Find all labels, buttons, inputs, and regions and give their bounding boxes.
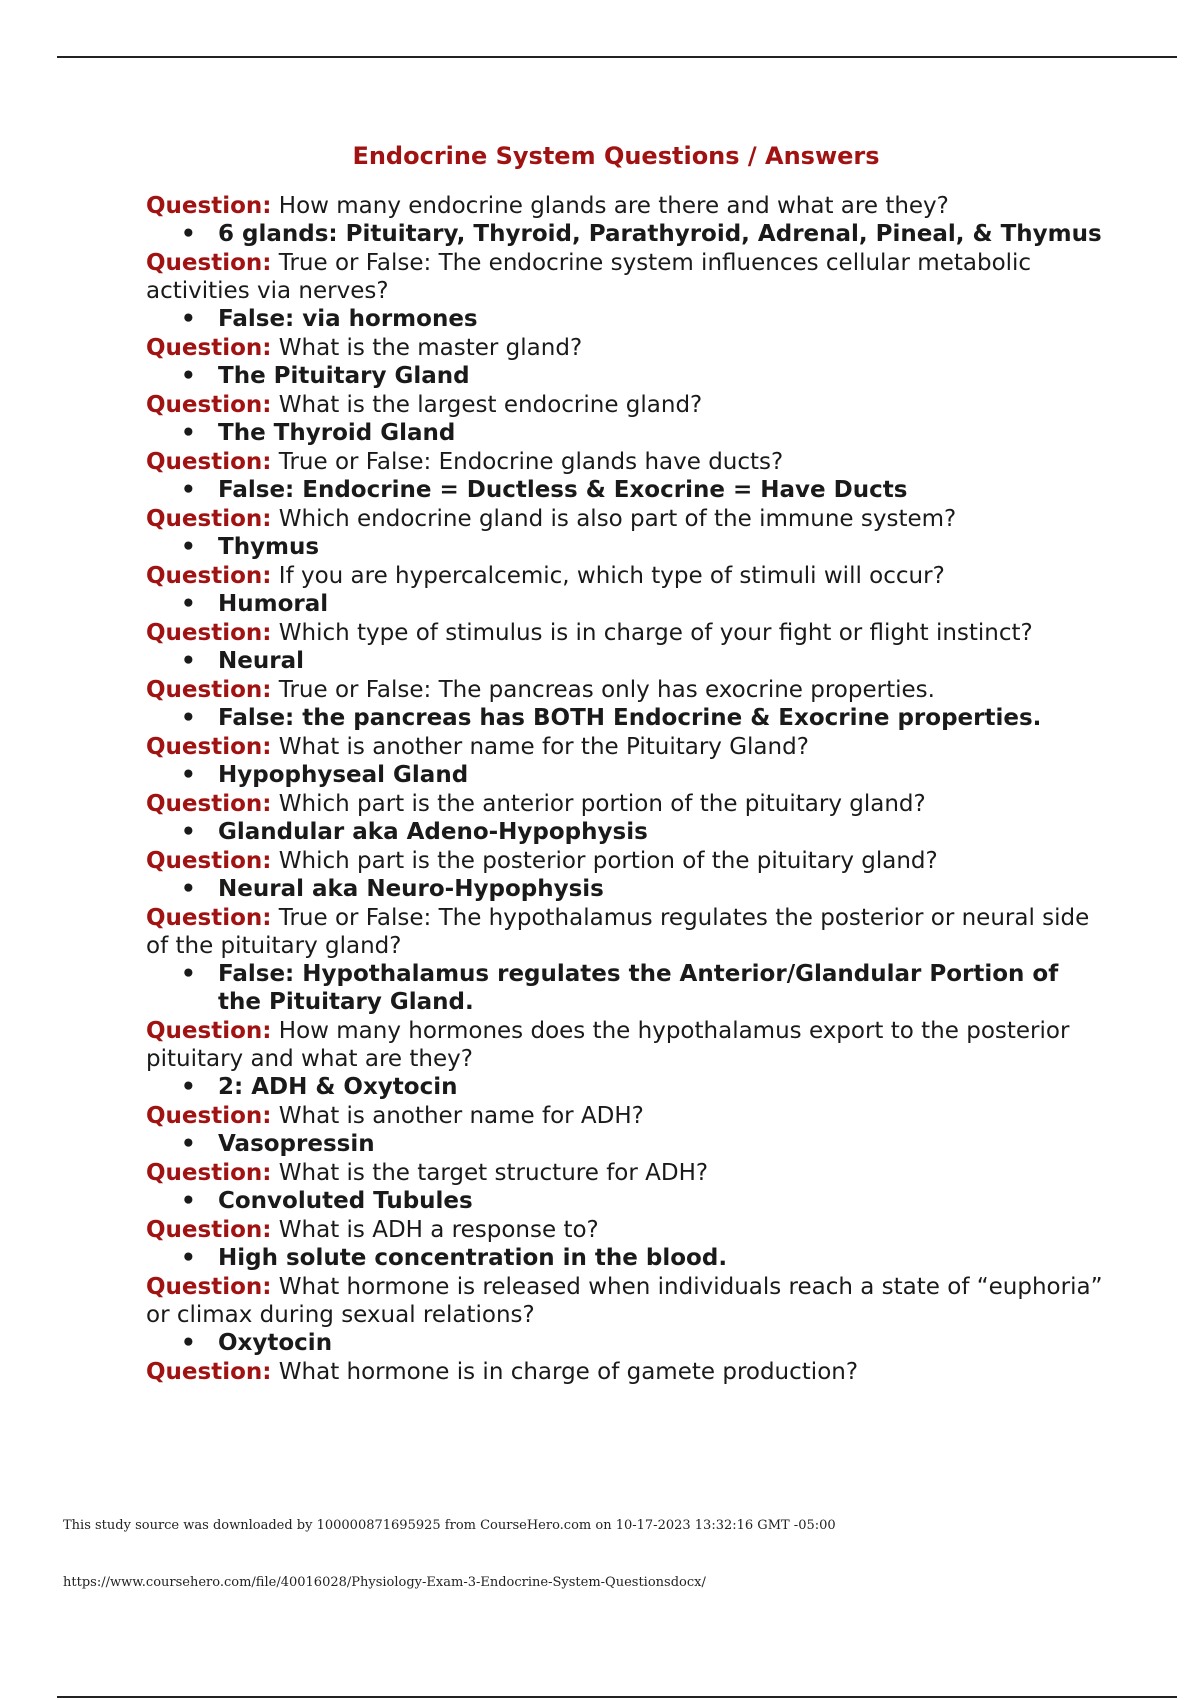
answer-item: • 2: ADH & Oxytocin <box>146 1073 1106 1101</box>
answer-list <box>146 419 1106 447</box>
question <box>146 448 1106 476</box>
question-text: True or False: Endocrine glands have ducts? <box>278 449 784 475</box>
answer-item: • Hypophyseal Gland <box>146 761 1106 789</box>
question-text: Which part is the posterior portion of the pituitary gland? <box>278 848 938 874</box>
question <box>146 391 1106 419</box>
question-text: What is the master gland? <box>278 335 583 361</box>
question-text: What is another name for the Pituitary Gland? <box>278 734 809 760</box>
document-body <box>146 140 1106 1386</box>
question-text: How many hormones does the hypothalamus export to the posterior pituitary and what are they? <box>146 1018 1070 1072</box>
answer-list <box>146 647 1106 675</box>
question-label: Question: <box>146 1018 272 1044</box>
question-text: If you are hypercalcemic, which type of stimuli will occur? <box>278 563 945 589</box>
question-label: Question: <box>146 193 272 219</box>
answer-list <box>146 1187 1106 1215</box>
answer-item: • False: Hypothalamus regulates the Anterior/Glandular Portion of the Pituitary Gland. <box>146 960 1106 1016</box>
question-text: True or False: The pancreas only has exocrine properties. <box>278 677 935 703</box>
question-label: Question: <box>146 563 272 589</box>
answer-item: • False: the pancreas has BOTH Endocrine & Exocrine properties. <box>146 704 1106 732</box>
answer-list <box>146 761 1106 789</box>
question-text: True or False: The endocrine system influences cellular metabolic activities via nerves? <box>146 250 1032 304</box>
answer-list <box>146 960 1106 1016</box>
question <box>146 562 1106 590</box>
answer-list <box>146 818 1106 846</box>
question <box>146 192 1106 220</box>
question-label: Question: <box>146 1359 272 1385</box>
question <box>146 676 1106 704</box>
bottom-rule <box>57 1696 1177 1698</box>
question-label: Question: <box>146 1217 272 1243</box>
answer-list <box>146 1073 1106 1101</box>
document-title: Endocrine System Questions / Answers <box>352 142 880 170</box>
answer-list <box>146 305 1106 333</box>
question <box>146 847 1106 875</box>
question-text: What hormone is released when individuals reach a state of “euphoria” or climax during sexual relations? <box>146 1274 1103 1328</box>
source-url[interactable]: https://www.coursehero.com/file/40016028/Physiology-Exam-3-Endocrine-System-Questionsdocx/ <box>63 1575 706 1590</box>
question <box>146 1159 1106 1187</box>
question-text: Which type of stimulus is in charge of your fight or flight instinct? <box>278 620 1033 646</box>
answer-list <box>146 220 1106 248</box>
question-text: What is the largest endocrine gland? <box>278 392 703 418</box>
question <box>146 1102 1106 1130</box>
question-label: Question: <box>146 905 272 931</box>
answer-item: • Thymus <box>146 533 1106 561</box>
answer-item: • False: Endocrine = Ductless & Exocrine = Have Ducts <box>146 476 1106 504</box>
question <box>146 249 1106 305</box>
question-label: Question: <box>146 791 272 817</box>
answer-item: • The Thyroid Gland <box>146 419 1106 447</box>
question <box>146 1358 1106 1386</box>
answer-list <box>146 476 1106 504</box>
question-text: What is ADH a response to? <box>278 1217 599 1243</box>
answer-item: • Convoluted Tubules <box>146 1187 1106 1215</box>
answer-list <box>146 362 1106 390</box>
question-label: Question: <box>146 1274 272 1300</box>
question-label: Question: <box>146 620 272 646</box>
answer-item: • Neural aka Neuro-Hypophysis <box>146 875 1106 903</box>
answer-list <box>146 1244 1106 1272</box>
answer-item: • Humoral <box>146 590 1106 618</box>
answer-list <box>146 533 1106 561</box>
answer-item: • Neural <box>146 647 1106 675</box>
question-text: Which part is the anterior portion of the pituitary gland? <box>278 791 926 817</box>
question <box>146 619 1106 647</box>
answer-item: • 6 glands: Pituitary, Thyroid, Parathyroid, Adrenal, Pineal, & Thymus <box>146 220 1106 248</box>
question <box>146 733 1106 761</box>
question-text: True or False: The hypothalamus regulates the posterior or neural side of the pituitary gland? <box>146 905 1090 959</box>
question-text: What is another name for ADH? <box>278 1103 644 1129</box>
answer-list <box>146 1329 1106 1357</box>
question-label: Question: <box>146 1103 272 1129</box>
question-text: Which endocrine gland is also part of the immune system? <box>278 506 957 532</box>
question <box>146 904 1106 960</box>
answer-list <box>146 1130 1106 1158</box>
question-label: Question: <box>146 734 272 760</box>
question-label: Question: <box>146 506 272 532</box>
question-label: Question: <box>146 848 272 874</box>
answer-item: • The Pituitary Gland <box>146 362 1106 390</box>
answer-list <box>146 875 1106 903</box>
question <box>146 334 1106 362</box>
question-text: How many endocrine glands are there and what are they? <box>278 193 949 219</box>
answer-item: • Oxytocin <box>146 1329 1106 1357</box>
question-label: Question: <box>146 449 272 475</box>
question-text: What is the target structure for ADH? <box>278 1160 709 1186</box>
question <box>146 790 1106 818</box>
question-text: What hormone is in charge of gamete production? <box>278 1359 859 1385</box>
answer-item: • Glandular aka Adeno-Hypophysis <box>146 818 1106 846</box>
qa-list <box>146 192 1106 1386</box>
question-label: Question: <box>146 250 272 276</box>
question-label: Question: <box>146 677 272 703</box>
answer-list <box>146 704 1106 732</box>
question <box>146 1017 1106 1073</box>
answer-item: • Vasopressin <box>146 1130 1106 1158</box>
question-label: Question: <box>146 335 272 361</box>
question-label: Question: <box>146 392 272 418</box>
download-source-note: This study source was downloaded by 100000871695925 from CourseHero.com on 10-17-2023 13:32:16 GMT -05:00 <box>63 1518 836 1533</box>
question <box>146 1216 1106 1244</box>
top-rule <box>57 56 1177 58</box>
question-label: Question: <box>146 1160 272 1186</box>
answer-item: • High solute concentration in the blood. <box>146 1244 1106 1272</box>
answer-item: • False: via hormones <box>146 305 1106 333</box>
question <box>146 505 1106 533</box>
answer-list <box>146 590 1106 618</box>
question <box>146 1273 1106 1329</box>
